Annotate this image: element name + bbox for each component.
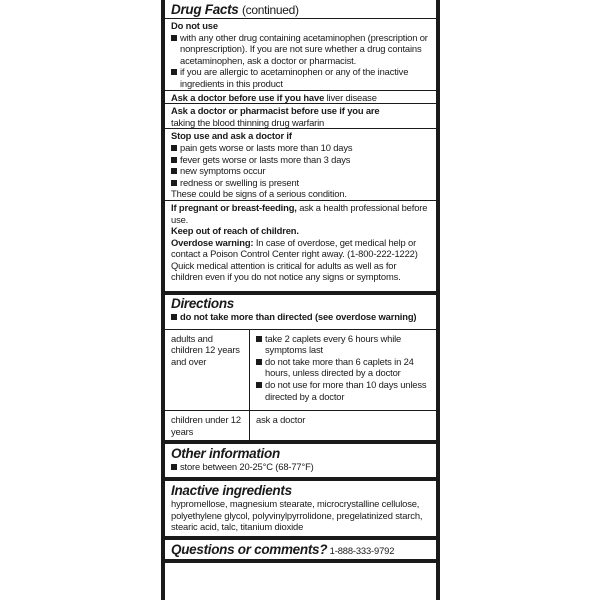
bottom-rule — [165, 559, 436, 563]
questions-phone: 1-888-333-9792 — [329, 544, 395, 556]
directions-who: adults and children 12 years and over — [171, 332, 240, 367]
questions-section — [165, 536, 436, 559]
ask-pharmacist-section — [165, 103, 436, 128]
ask-pharmacist-heading: Ask a doctor or pharmacist before use if you are — [171, 105, 380, 117]
drug-facts-title: Drug Facts — [171, 2, 239, 17]
other-info-section — [165, 440, 436, 477]
inactive-text: hypromellose, magnesium stearate, microcrystalline cellulose, polyethylene glycol, polyvinylpyrrolidone, pregelatinized starch, stearic acid, talc, titanium dioxide — [171, 498, 423, 533]
overdose-heading: Overdose warning: — [171, 236, 254, 248]
directions-item: do not take more than 6 caplets in 24 hours, unless directed by a doctor — [256, 356, 430, 379]
drug-facts-header — [165, 0, 436, 18]
stop-use-note: These could be signs of a serious condition. — [171, 188, 347, 200]
do-not-use-item: if you are allergic to acetaminophen or any of the inactive ingredients in this product — [171, 66, 430, 89]
ask-doctor-section — [165, 90, 436, 104]
pregnant-heading: If pregnant or breast-feeding, — [171, 201, 297, 213]
directions-row-children — [165, 410, 436, 440]
directions-row-adults — [165, 329, 436, 411]
warnings-section — [165, 200, 436, 291]
ask-doctor-heading: Ask a doctor before use if you have — [171, 91, 325, 103]
do-not-use-item: with any other drug containing acetaminophen (prescription or nonprescription). If you are not sure whether a drug contains acetaminophen, ask a doctor or pharmacist. — [171, 32, 430, 67]
stop-use-item: new symptoms occur — [171, 165, 430, 177]
ask-pharmacist-text: taking the blood thinning drug warfarin — [171, 116, 325, 128]
directions-item: do not use for more than 10 days unless directed by a doctor — [256, 379, 430, 402]
stop-use-item: pain gets worse or lasts more than 10 days — [171, 142, 430, 154]
stop-use-item: redness or swelling is present — [171, 177, 430, 189]
directions-warning: do not take more than directed (see overdose warning) — [171, 311, 430, 323]
directions-who: children under 12 years — [171, 414, 241, 437]
directions-item: take 2 caplets every 6 hours while symptoms last — [256, 333, 430, 356]
directions-section — [165, 291, 436, 440]
pregnant-text: ask a health professional before use. — [171, 201, 428, 225]
keep-out-warning: Keep out of reach of children. — [171, 225, 299, 237]
drug-facts-panel — [161, 0, 440, 600]
inactive-title: Inactive ingredients — [171, 483, 292, 498]
do-not-use-heading: Do not use — [171, 20, 218, 31]
directions-title: Directions — [171, 296, 235, 312]
continued-label: (continued) — [241, 3, 299, 17]
do-not-use-section — [165, 18, 436, 90]
stop-use-section — [165, 128, 436, 200]
inactive-section — [165, 477, 436, 536]
other-info-item: store between 20-25°C (68-77°F) — [171, 461, 430, 473]
overdose-text: In case of overdose, get medical help or contact a Poison Control Center right away. (1-800-222-1222) Quick medical attention is critical for adults as well as for children even if you do not notice any signs or symptoms. — [171, 236, 418, 283]
questions-title: Questions or comments? — [171, 541, 328, 557]
directions-dose — [249, 330, 436, 411]
directions-dose: ask a doctor — [249, 411, 436, 440]
stop-use-heading: Stop use and ask a doctor if — [171, 130, 292, 142]
other-info-title: Other information — [171, 446, 280, 462]
stop-use-item: fever gets worse or lasts more than 3 days — [171, 154, 430, 166]
ask-doctor-text: liver disease — [326, 91, 377, 103]
